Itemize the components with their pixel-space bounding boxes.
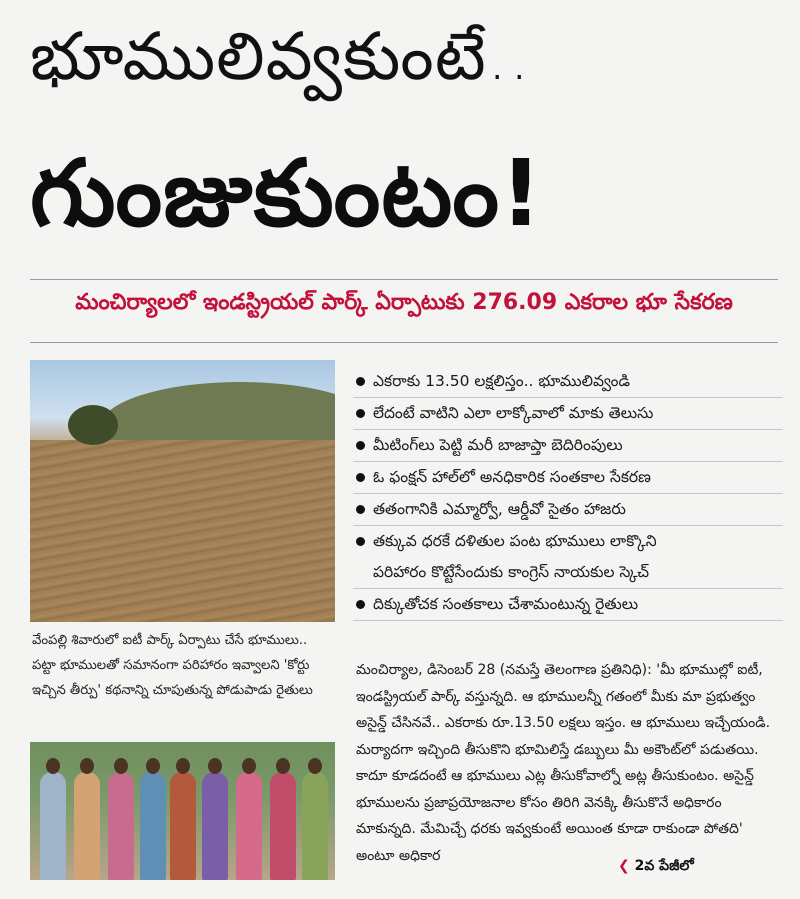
article-body: మంచిర్యాల, డిసెంబర్ 28 (నమస్తే తెలంగాణ ప్రతినిధి): 'మీ భూముల్లో ఐటీ, ఇండస్ట్రియల్ పార్క్ వస్తున్నది. ఆ భూములన్నీ గతంలో మీకు మా ప్రభుత్వం అసైన్డ్ చేసినవే.. ఎకరాకు రూ.13.50 లక్షలు ఇస్తం. ఆ భూములు ఇచ్చేయండి. మర్యాదగా ఇచ్చింది తీసుకొని భూమిలిస్తే డబ్బులు మీ అకౌంట్‌లో పడుతయి. కాదూ కూడదంటే ఆ భూములు ఎట్ల తీసుకోవాల్నో అట్ల తీసుకుంటం. అసైన్డ్ భూములను ప్రజాప్రయోజనాల కోసం తిరిగి వెనక్కి తీసుకొనే అధికారం మాకున్నది. మేమిచ్చే ధరకు ఇవ్వకుంటే అయింత కూడా రాకుండా పోతది' అంటూ అధికార	[356, 662, 771, 864]
field-shape	[30, 440, 335, 622]
person-head	[308, 758, 322, 774]
bullet-dot	[356, 377, 365, 386]
bullet-item	[353, 526, 783, 589]
person-figure	[74, 772, 100, 880]
bullet-text: ఓ ఫంక్షన్ హాల్‌లో అనధికారిక సంతకాల సేకరణ	[373, 468, 651, 486]
person-figure	[108, 772, 134, 880]
bullet-item	[353, 366, 783, 398]
bullet-item	[353, 589, 783, 621]
tree-shape	[68, 405, 118, 445]
bullet-text: తతంగానికి ఎమ్మార్వో, ఆర్డీవో సైతం హాజరు	[373, 500, 626, 518]
farmers-photo	[30, 742, 335, 880]
headline-line1: భూములివ్వకుంటే..	[30, 18, 531, 95]
continued-page-ref[interactable]	[618, 858, 694, 877]
person-head	[114, 758, 128, 774]
bullet-item	[353, 430, 783, 462]
bullet-dot	[356, 409, 365, 418]
bullet-text: పరిహారం కొట్టేసేందుకు కాంగ్రెస్ నాయకుల స్కెచ్	[373, 563, 650, 581]
headline-line2: గుంజుకుంటం!	[30, 140, 543, 247]
person-figure	[270, 772, 296, 880]
person-head	[80, 758, 94, 774]
person-figure	[140, 772, 166, 880]
divider-bottom	[30, 342, 778, 343]
person-head	[208, 758, 222, 774]
bullet-dot	[356, 505, 365, 514]
bullet-list	[353, 366, 783, 621]
bullet-dot	[356, 441, 365, 450]
chevron-right-icon: ❮	[618, 858, 630, 874]
person-head	[242, 758, 256, 774]
bullet-text: ఎకరాకు 13.50 లక్షలిస్తం.. భూములివ్వండి	[373, 372, 630, 390]
divider-top	[30, 279, 778, 280]
bullet-text: దిక్కుతోచక సంతకాలు చేశామంటున్న రైతులు	[373, 595, 639, 613]
bullet-item	[353, 462, 783, 494]
subhead: మంచిర్యాలలో ఇండస్ట్రియల్ పార్క్ ఏర్పాటుకు 276.09 ఎకరాల భూ సేకరణ	[75, 290, 733, 315]
bullet-text: తక్కువ ధరకే దళితుల పంట భూములు లాక్కొని	[373, 532, 657, 550]
person-figure	[236, 772, 262, 880]
person-figure	[302, 772, 328, 880]
bullet-item	[353, 494, 783, 526]
land-photo	[30, 360, 335, 622]
person-figure	[202, 772, 228, 880]
person-head	[146, 758, 160, 774]
page-ref-label: 2వ పేజీలో	[634, 858, 694, 874]
bullet-dot	[356, 600, 365, 609]
person-figure	[170, 772, 196, 880]
person-figure	[40, 772, 66, 880]
bullet-text: మీటింగ్‌లు పెట్టి మరీ బాజాప్తా బెదిరింపులు	[373, 436, 623, 454]
person-head	[276, 758, 290, 774]
bullet-text: లేదంటే వాటిని ఎలా లాక్కోవాలో మాకు తెలుసు	[373, 404, 654, 422]
bullet-dot	[356, 473, 365, 482]
person-head	[46, 758, 60, 774]
photo-caption: వేంపల్లి శివారులో ఐటీ పార్క్ ఏర్పాటు చేసే భూములు.. పట్టా భూములతో సమానంగా పరిహారం ఇవ్వాలని 'కోర్టు ఇచ్చిన తీర్పు' కథనాన్ని చూపుతున్న పోడుపాడు రైతులు	[32, 633, 313, 698]
bullet-dot	[356, 537, 365, 546]
bullet-item	[353, 398, 783, 430]
person-head	[176, 758, 190, 774]
